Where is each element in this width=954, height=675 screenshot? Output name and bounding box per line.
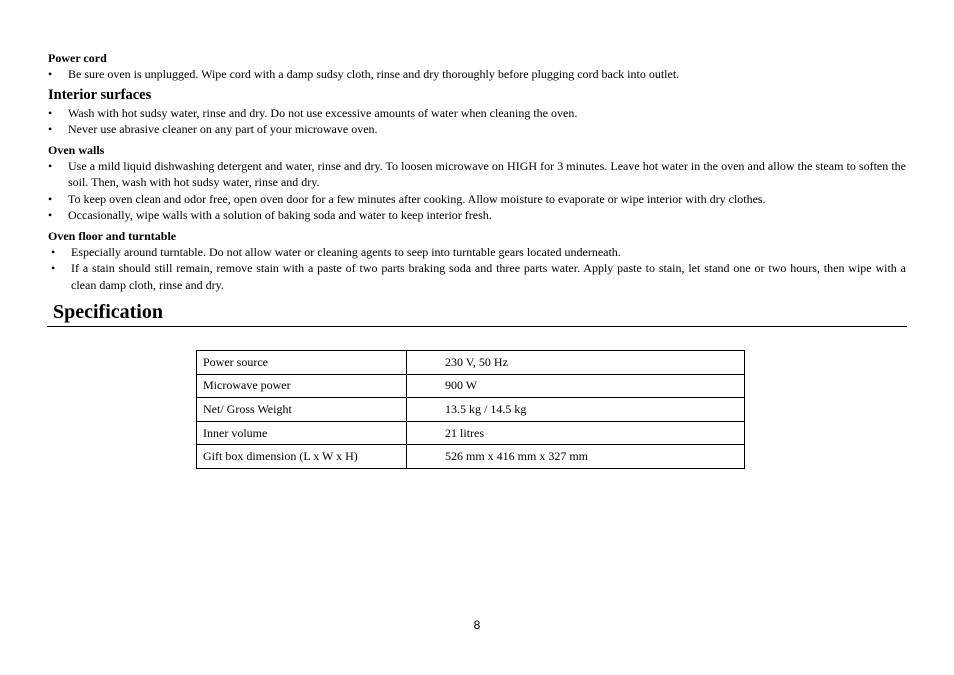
specification-title: Specification [53,301,163,323]
spec-label: Power source [197,351,407,375]
spec-value: 21 litres [407,421,745,445]
heading-power-cord: Power cord [48,51,107,65]
spec-value: 526 mm x 416 mm x 327 mm [407,445,745,469]
list-item [48,121,906,138]
list-power-cord [48,66,906,83]
specification-divider [47,326,907,327]
spec-value: 900 W [407,374,745,398]
list-item [48,207,906,224]
list-oven-walls [48,158,906,224]
list-item-text: To keep oven clean and odor free, open oven door for a few minutes after cooking. Allow moisture to evaporate or wipe interior with dry clothes. [68,191,766,206]
table-row [197,445,745,469]
heading-interior-surfaces: Interior surfaces [48,86,152,103]
list-item-text: Be sure oven is unplugged. Wipe cord with a damp sudsy cloth, rinse and dry thoroughly before plugging cord back into outlet. [68,67,680,81]
list-item [48,158,906,191]
bullet-icon: • [48,208,53,222]
list-item [48,260,906,293]
list-item-text: If a stain should still remain, remove stain with a paste of two parts braking soda and three parts water. Apply paste to stain, let stand one or two hours, then wipe with a clean damp cloth, rinse and dry. [71,261,906,292]
spec-label: Inner volume [197,421,407,445]
bullet-icon: • [48,191,53,206]
spec-label: Microwave power [197,374,407,398]
list-item [48,105,906,122]
bullet-icon: • [48,122,53,136]
list-item [48,66,906,83]
list-item-text: Use a mild liquid dishwashing detergent and water, rinse and dry. To loosen microwave on HIGH for 3 minutes. Leave hot water in the oven and allow the steam to soften the soil. Then, wash with hot sudsy water, rinse and dry. [68,158,906,189]
bullet-icon: • [51,244,56,259]
table-row [197,421,745,445]
heading-oven-walls: Oven walls [48,142,105,157]
spec-label: Gift box dimension (L x W x H) [197,445,407,469]
bullet-icon: • [48,158,53,173]
list-interior-surfaces [48,105,906,138]
list-item [48,244,906,261]
page-number: 8 [473,618,481,632]
list-item-text: Wash with hot sudsy water, rinse and dry. Do not use excessive amounts of water when cleaning the oven. [68,105,578,120]
bullet-icon: • [48,105,53,120]
list-item-text: Especially around turntable. Do not allow water or cleaning agents to seep into turntable gears located underneath. [71,244,621,259]
list-item-text: Occasionally, wipe walls with a solution of baking soda and water to keep interior fresh. [68,208,492,222]
table-row [197,374,745,398]
list-item [48,191,906,208]
spec-value: 230 V, 50 Hz [407,351,745,375]
list-oven-floor [48,244,906,294]
spec-value: 13.5 kg / 14.5 kg [407,398,745,422]
spec-label: Net/ Gross Weight [197,398,407,422]
table-row [197,398,745,422]
specification-table [196,350,745,469]
bullet-icon: • [48,67,53,81]
list-item-text: Never use abrasive cleaner on any part of your microwave oven. [68,122,378,136]
cleaning-instructions [48,50,906,295]
table-row [197,351,745,375]
bullet-icon: • [51,261,56,275]
heading-oven-floor: Oven floor and turntable [48,228,177,243]
